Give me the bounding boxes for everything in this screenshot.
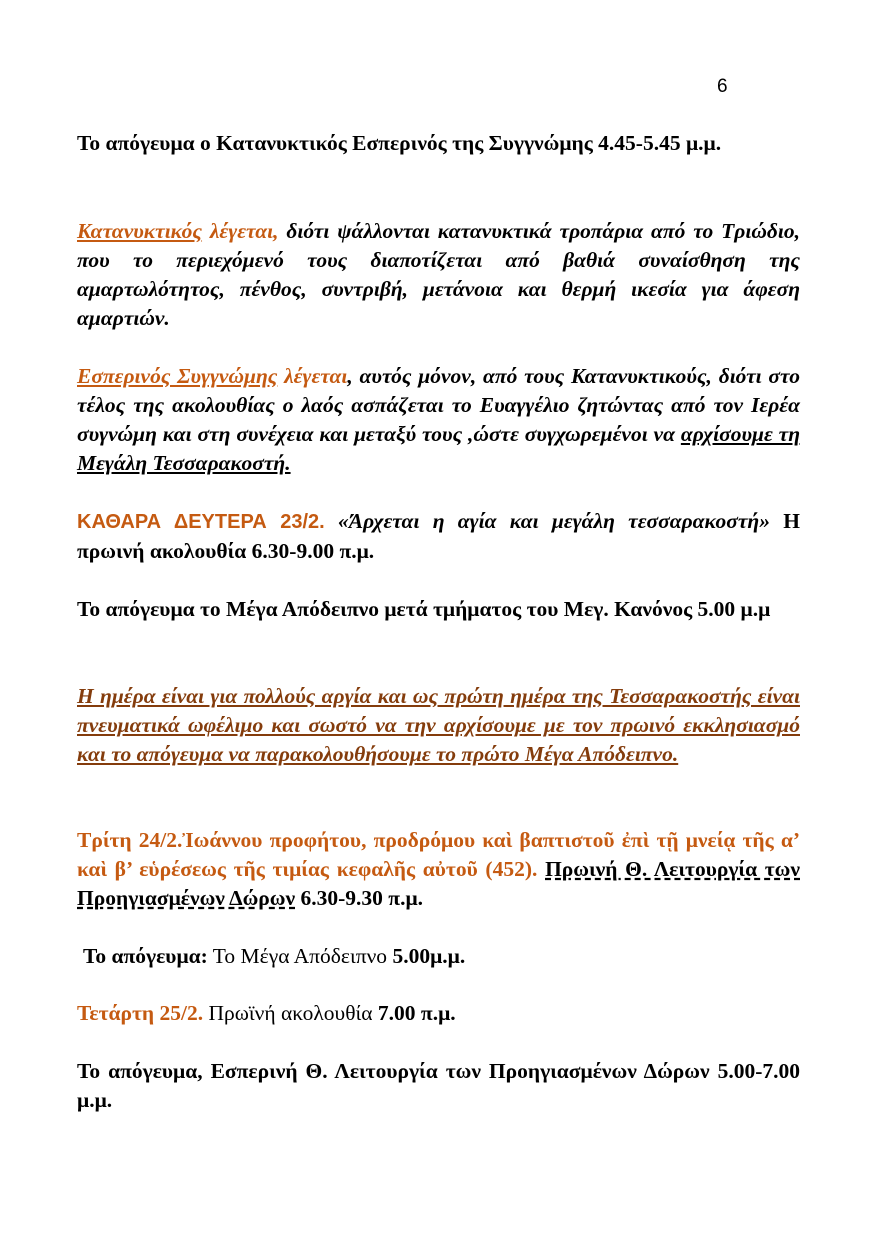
tetarti-evening-text: Το απόγευμα, Εσπερινή Θ. Λειτουργία των Προηγιασμένων Δώρων 5.00-7.00 μ.μ. xyxy=(77,1059,800,1112)
triti-time: 6.30-9.30 π.μ. xyxy=(295,886,424,910)
triti-heading: Τρίτη 24/2.Ἰωάννου προφήτου, προδρόμου καὶ βαπτιστοῦ ἐπὶ τῇ μνείᾳ τῆς α’ καὶ β’ εὑρέσεως τῆς τιμίας κεφαλῆς αὐτοῦ (452). xyxy=(77,828,800,881)
page-number: 6 xyxy=(717,76,728,97)
esperinos-term-suffix: λέγεται xyxy=(277,364,348,388)
paragraph-vespers-time xyxy=(77,129,800,158)
apodeipno-text: Το απόγευμα το Μέγα Απόδειπνο μετά τμήματος του Μεγ. Κανόνος 5.00 μ.μ xyxy=(77,597,771,621)
triti-liturgy: Πρωινή Θ. Λειτουργία των Προηγιασμένων Δώρων xyxy=(77,857,800,910)
paragraph-tetarti-evening xyxy=(77,1057,800,1115)
paragraph-tetarti xyxy=(77,999,800,1028)
esperinos-underlined: αρχίσουμε τη Μεγάλη Τεσσαρακοστή. xyxy=(77,422,800,475)
vespers-time-text: Το απόγευμα ο Κατανυκτικός Εσπερινός της Συγγνώμης 4.45-5.45 μ.μ. xyxy=(77,131,722,155)
tetarti-heading: Τετάρτη 25/2. xyxy=(77,1001,204,1025)
esperinos-text: , αυτός μόνον, από τους Κατανυκτικούς, διότι στο τέλος της ακολουθίας ο λαός ασπάζεται το Ευαγγέλιο ζητώντας από τον Ιερέα συγνώμη και στη συνέχεια και μεταξύ τους ,ώστε συγχωρεμένοι να xyxy=(77,364,800,446)
katanyktikos-term-suffix: λέγεται, xyxy=(202,219,279,243)
katanyktikos-text: διότι ψάλλονται κατανυκτικά τροπάρια από το Τριώδιο, που το περιεχόμενό τους διαποτίζεται από βαθιά συναίσθηση της αμαρτωλότητος, πένθος, συντριβή, μετάνοια και θερμή ικεσία για άφεση αμαρτιών. xyxy=(77,219,800,330)
paragraph-apodeipno xyxy=(77,595,800,624)
tetarti-text: Πρωϊνή ακολουθία xyxy=(203,1001,378,1025)
paragraph-esperinos-syngnomis xyxy=(77,362,800,478)
triti-evening-text: Το Μέγα Απόδειπνο xyxy=(207,944,393,968)
esperinos-term: Εσπερινός Συγγνώμης xyxy=(77,364,278,388)
kathara-deftera-quote: «Άρχεται η αγία και μεγάλη τεσσαρακοστή» xyxy=(324,509,770,533)
paragraph-katanyktikos xyxy=(77,217,800,333)
paragraph-triti xyxy=(77,826,800,913)
triti-evening-label: Το απόγευμα: xyxy=(83,944,208,968)
triti-evening-time: 5.00μ.μ. xyxy=(392,944,466,968)
katanyktikos-term: Κατανυκτικός xyxy=(77,219,203,243)
paragraph-kathara-deftera xyxy=(77,507,800,566)
paragraph-triti-evening xyxy=(83,942,806,971)
paragraph-first-day-note xyxy=(77,682,800,769)
kathara-deftera-text: Η πρωινή ακολουθία 6.30-9.00 π.μ. xyxy=(77,509,800,563)
first-day-note-text: Η ημέρα είναι για πολλούς αργία και ως πρώτη ημέρα της Τεσσαρακοστής είναι πνευματικά ωφέλιμο και σωστό να την αρχίσουμε με τον πρωινό εκκλησιασμό και το απόγευμα να παρακολουθήσουμε το πρώτο Μέγα Απόδειπνο. xyxy=(77,684,800,766)
tetarti-time: 7.00 π.μ. xyxy=(377,1001,456,1025)
kathara-deftera-heading: ΚΑΘΑΡΑ ΔΕΥΤΕΡΑ 23/2. xyxy=(77,511,325,533)
